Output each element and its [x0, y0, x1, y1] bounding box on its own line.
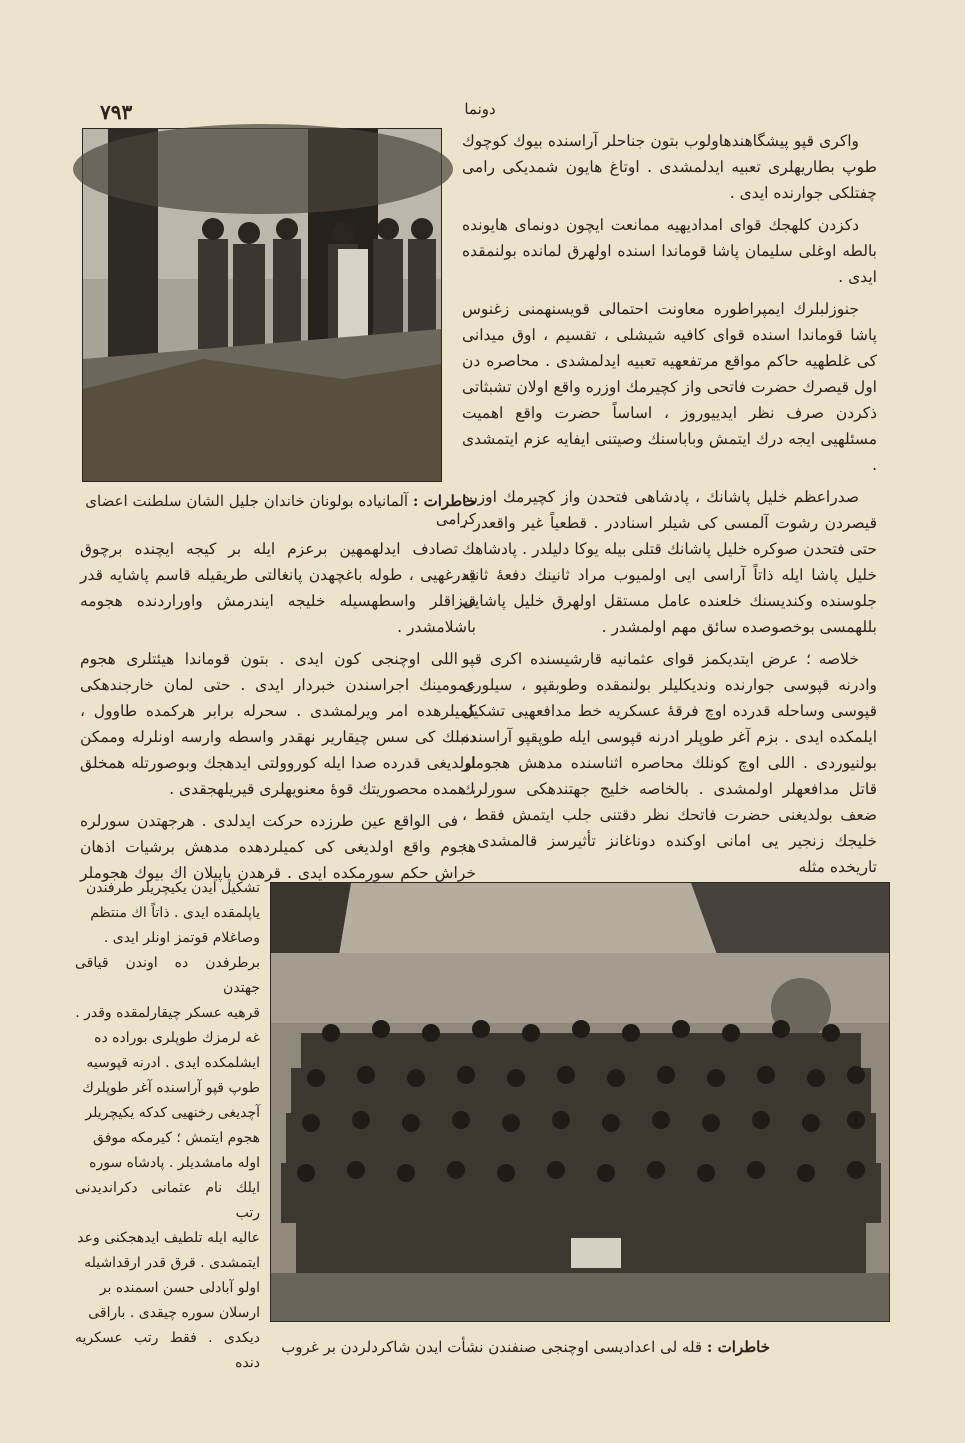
- left-text-column: [75, 876, 260, 1386]
- text-line: تشكيل ايدن يكيچريلر طرفندن: [86, 880, 260, 896]
- text-line: ارسلان سوره چيقدى . باراقى: [88, 1305, 260, 1321]
- text-line: برطرفدن ده اوندن قياقى جهتدن: [75, 955, 260, 996]
- text-line: ايشلمكده ايدى . ادرنه قپوسيه: [86, 1055, 260, 1071]
- paragraph: فى الواقع عين طرزده حركت ايدلدى . هرجهتدن سورلره هجوم واقع اولديغى كى كميلردهده مدهش برشيات اذهان خراش حكم سورمكده ايدى . قرهدن ياپيلان اك بيوك هجوملر: [80, 812, 476, 882]
- paragraph: جنوزلبلرك ايمپراطوره معاونت احتمالى قويسنهمنى زغنوس پاشا قوماندا اسنده قواى كافيه شيشلى ، تقسيم ، اوق ميدانى كى غلطهيه حاكم مواقع مرتفعهيه تعبيه ايدلمشدى . محاصره دن اول قيصرك حضرت فاتحى واز كچيرمك اوزره واقع اولان تشبثاتى ذكردن صرف نظر ايدييوروز ، اساساً حضرت واقع اهميت مسئلهيى ايجه درك ايتمش وباباسنك وصيتنى ايفايه عزم ايتمشدى .: [462, 300, 877, 474]
- text-line: هجوم ايتمش ؛ كيرمكه موفق: [93, 1130, 260, 1146]
- text-line: ديكدى . فقط رتب عسكريه دنده: [75, 1330, 260, 1371]
- photo-caption-bottom: [270, 1338, 770, 1356]
- photo-caption-top: [80, 492, 476, 528]
- page-number: ٧٩٣: [100, 100, 133, 124]
- text-line: اولو آبادلى حسن اسمنده بر: [99, 1280, 260, 1296]
- text-line: طوپ قپو آراسنده آغر طوپلرك: [82, 1080, 260, 1096]
- caption-lead: خاطرات :: [706, 1338, 770, 1356]
- paragraph: تصادف ايدلهمهين برعزم ايله بر كيجه ايچنده برچوق قدرغهيى ، طوله باغچهدن پانغالتى طريقيله قاسم پاشايه قدر قيزاقلر واسطهسيله خليجه ايندرمش واوراردنده هجومه باشلامشدر .: [80, 540, 476, 636]
- text-line: وصاغلام قوتمز اونلر ايدى .: [103, 930, 260, 946]
- text-line: عاليه ايله تلطيف ايدهجكنى وعد: [77, 1230, 260, 1246]
- text-line: غه لرمزك طوپلرى بوراده ده: [94, 1030, 260, 1046]
- right-text-column: [462, 128, 877, 878]
- running-head: دونما: [464, 100, 496, 118]
- paragraph: اللى اوچنجى كون ايدى . بتون قوماندا هيئتلرى هجوم عمومينك اجراسندن خبردار ايدى . حتى لمان خارجندهكى كميلرهده امر ويرلمشدى . سحرله برابر هركمده طاوول ، دنبلك كى سس چيقارير نهقدر واسطه وارسه اونلرله وممكن اولديغى قدرده صدا ايله كوروولتى ايدهجك وبوصورتله همخلق ، همده محصوريتك قوهٔ معنويهلرى قيريلهجقدى .: [80, 650, 476, 798]
- text-line: قرهيه عسكر چيقارلمقده وقدر .: [75, 1005, 260, 1021]
- caption-lead: خاطرات :: [412, 492, 476, 510]
- middle-text-column: [80, 536, 476, 882]
- photo-royal-family: [82, 128, 442, 482]
- paragraph: خلاصه ؛ عرض ايتديكمز قواى عثمانيه قارشيسنده اكرى قپو وادرنه قپوسى جوارنده ونديكليلر بولنمقده وطوبقپو ، سيلورى قپوسى وساحله قدرده اوچ فرقهٔ عسكريه خط مدافعهيى تشكيل ايلمكده ايدى . بزم آغر طوپلر ادرنه قپوسى ايله طوپقپو آراسنده بولنيوردى . اللى اوچ كونلك محاصره اثناسنده مدهش هجوملر قاتل مدافعهلر اولمشدى . بالخاصه خليج جهتندهكى سورلرك ضعف بولديغنى حضرت فاتحك نظر دقتنى جلب ايتمش فقط ، خليجك زنجير يى امانى اوكنده دوناغانز تأثيرسز قالمشدى . تاريخده مثله: [462, 650, 877, 876]
- text-line: اوله مامشديلر . پادشاه سوره: [89, 1155, 260, 1171]
- paragraph: دكزدن كلهجك قواى امداديهيه ممانعت ايچون دونمای هايونده بالطه اوغلى سليمان پاشا قوماندا اسنده اولهرق لمانده بولنمقده ايدى .: [462, 216, 877, 286]
- text-line: ياپلمقده ايدى . ذاتاً اك منتظم: [90, 905, 260, 921]
- caption-text: قله لى اعداديسى اوچنجى صنفندن نشأت ايدن شاكردلردن بر غروب: [281, 1338, 703, 1356]
- paragraph: صدراعظم خليل پاشانك ، پادشاهى فتحدن واز كچيرمك اوزره قيصردن رشوت آلمسى كى شيلر اسناددر . قطعياً غير واقعدر . حتى فتحدن صوكره خليل پاشانك قتلى بيله يوكا دليلدر . پادشاهك خليل پاشا ايله ذاتاً آراسى ايى اولميوب مراد ثانينك دفعهٔ ثانيه جلوسنده وكنديسنك خلعنده عامل مستقل اولهرق خليل پاشايى بللهمسى بوخصوصده سائق مهم اولمشدر .: [462, 488, 877, 636]
- paragraph: واكرى قپو پيشگاهندهاولوب بتون جناحلر آراسنده بيوك كوچوك طوپ بطاريهلرى تعبيه ايدلمشدى . اوتاغ هايون شمديكى رامى چفتلكى جوارنده ايدى .: [462, 132, 877, 202]
- text-line: ايتمشدى . قرق قدر ارقداشيله: [84, 1255, 260, 1271]
- caption-text: آلمانياده بولونان خاندان جليل الشان سلطنت اعضاى كرامى: [85, 492, 476, 528]
- photo-school-group: [270, 882, 890, 1322]
- text-line: آچديغى رخنهيى كدكه يكيچريلر: [85, 1105, 260, 1121]
- text-line: ايلك نام عثمانى دكرانديدنى رتب: [75, 1180, 260, 1221]
